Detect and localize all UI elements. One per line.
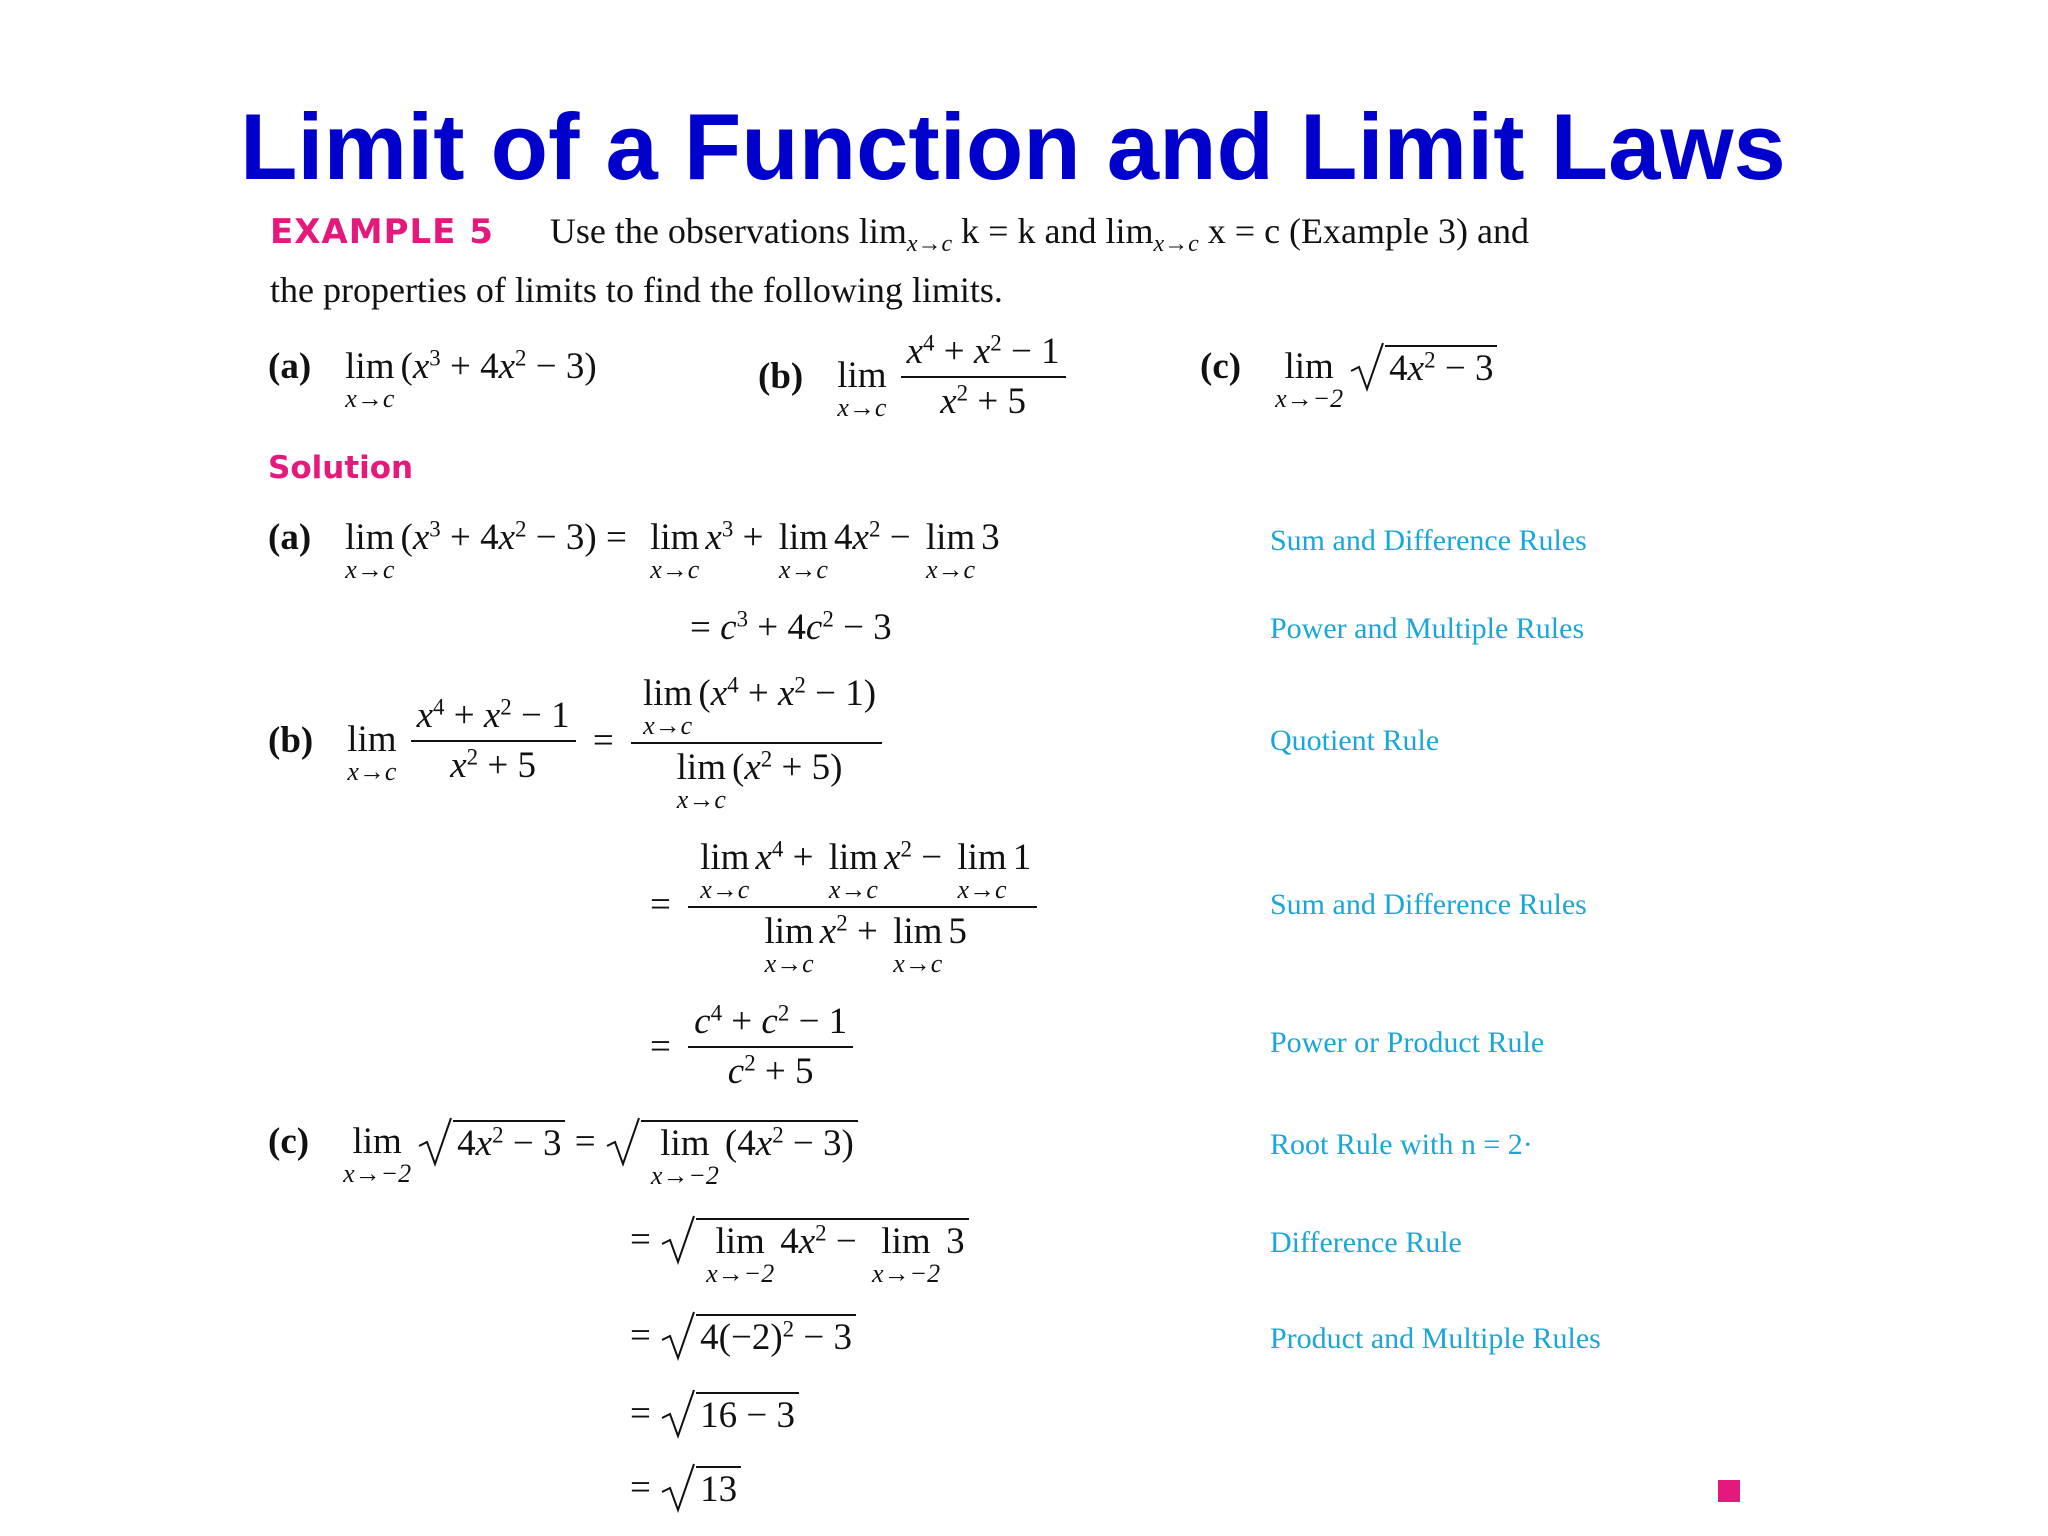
- solution-c-line-3: = $4(-2)^2 - 3$: [630, 1314, 856, 1360]
- rule-label: Power and Multiple Rules: [1270, 612, 1585, 645]
- square-root: $4x^2 - 3$: [1349, 345, 1497, 391]
- rule-label: Sum and Difference Rules: [1270, 888, 1587, 921]
- problem-c: [1200, 345, 1497, 413]
- solution-c-line-1: (c) lim x→−2 $4x^2 - 3$ = lim x→−2 $(4x^2 - 3)$: [268, 1120, 858, 1186]
- problem-a-label: (a): [268, 346, 312, 387]
- example-line-2: the properties of limits to find the following limits.: [270, 270, 1003, 311]
- solution-a-line-1: (a) lim x→c $(x^3 + 4x^2 - 3) = \lim$ x→c $x^3 + \lim$ x→c $4x^2 - \lim$ x→c 3: [268, 516, 1000, 584]
- limit-operator: lim x→c: [345, 346, 395, 413]
- solution-c-line-2: = lim x→−2 $4x^2 - \lim$ x→−2 3: [630, 1218, 969, 1284]
- end-of-proof-icon: [1718, 1480, 1740, 1502]
- problem-a: (a) lim x→c $(x^3 + 4x^2 - 3)$: [268, 345, 597, 413]
- example-sub-1: x→c: [906, 231, 953, 258]
- solution-b-line-3: = $\frac{c^4 + c^2 - 1}{c^2 + 5}$: [650, 1000, 861, 1094]
- rule-label: Power or Product Rule: [1270, 1026, 1545, 1059]
- example-text-2: k = k and lim: [952, 211, 1154, 251]
- solution-a-line-2: = $c^3 + 4c^2 - 3$: [690, 606, 892, 648]
- example-text-1: Use the observations lim: [549, 211, 907, 251]
- fraction: $\frac{x^4 + x^2 - 1}{x^2 + 5}$: [901, 330, 1066, 424]
- rule-label: Root Rule with n = 2·: [1270, 1128, 1533, 1161]
- solution-label: Solution: [268, 450, 414, 486]
- rule-label: Sum and Difference Rules: [1270, 524, 1587, 557]
- solution-c-line-4: = 16 − 3: [630, 1392, 799, 1438]
- problem-b-label: (b): [758, 356, 804, 397]
- limit-operator: lim x→c: [837, 355, 887, 422]
- example-sub-2: x→c: [1153, 231, 1199, 258]
- problem-c-label: (c): [1200, 346, 1242, 387]
- solution-b-line-2: = lim x→c $x^4 + \lim$ x→c $x^2 - \lim$ x→c 1 lim x→c $x^2 + \lim$ x→c 5: [650, 836, 1045, 974]
- example-statement: [270, 208, 1750, 313]
- solution-c-line-5: = 13: [630, 1466, 741, 1512]
- example-label: EXAMPLE 5: [270, 212, 494, 252]
- limit-operator: lim x→−2: [1275, 346, 1344, 413]
- rule-label: Difference Rule: [1270, 1226, 1462, 1259]
- solution-b-line-1: (b) lim x→c $\frac{x^4 + x^2 - 1}{x^2 + 5}$ = lim x→c $(x^4 + x^2 - 1)$ lim x→c $(x^2 + 5)$: [268, 672, 890, 810]
- page-title: Limit of a Function and Limit Laws: [240, 94, 1786, 199]
- rule-label: Product and Multiple Rules: [1270, 1322, 1601, 1355]
- rule-label: Quotient Rule: [1270, 724, 1440, 757]
- problem-b: [758, 330, 1074, 424]
- example-text-3: x = c (Example 3) and: [1198, 211, 1529, 251]
